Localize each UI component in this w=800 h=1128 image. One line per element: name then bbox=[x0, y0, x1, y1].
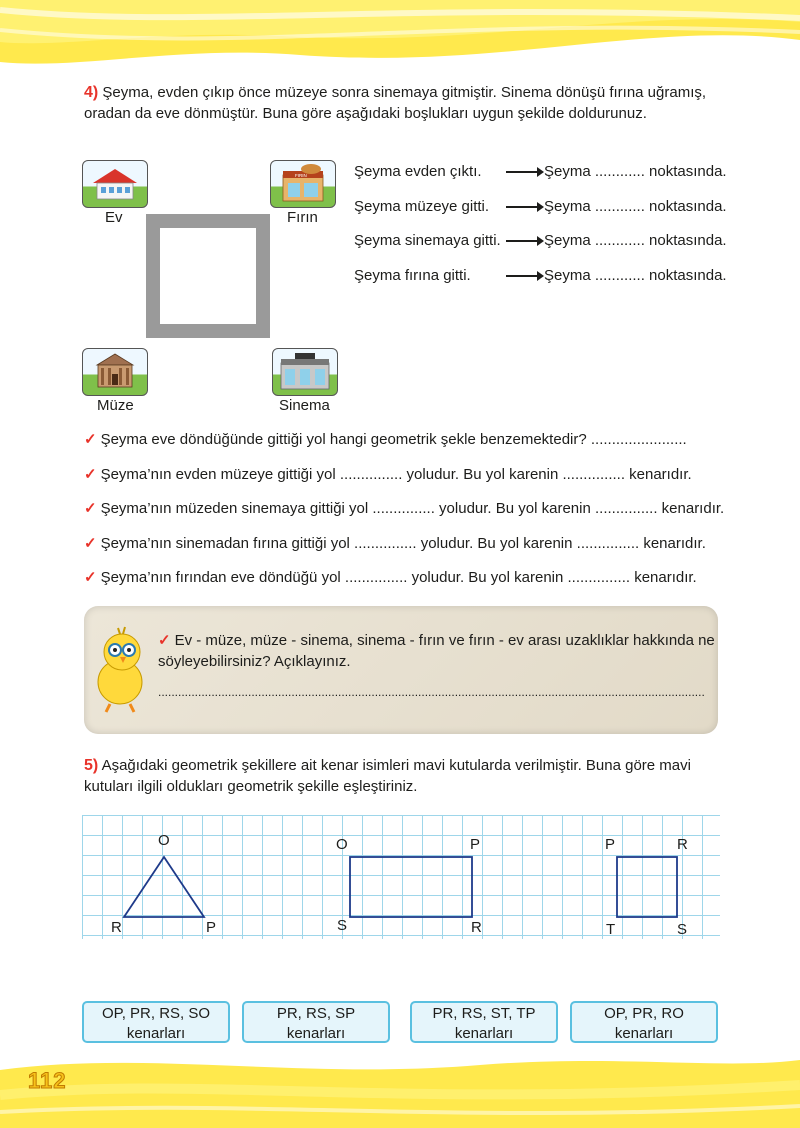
checkmark-icon: ✓ bbox=[84, 431, 97, 448]
box-caption: kenarları bbox=[454, 1025, 514, 1042]
box-caption: kenarları bbox=[614, 1025, 674, 1042]
home-label: Ev bbox=[105, 209, 123, 226]
answer-box-1[interactable] bbox=[82, 1001, 230, 1043]
bakery-sign: FIRIN bbox=[295, 173, 307, 178]
checkmark-icon: ✓ bbox=[158, 632, 171, 649]
box-edges: OP, PR, RS, SO bbox=[101, 1005, 211, 1022]
triangle-vertex-top: O bbox=[158, 832, 170, 849]
square-vertex-bl: T bbox=[606, 921, 616, 938]
statement-right: Şeyma ............ noktasında. bbox=[544, 163, 727, 180]
checkmark-icon: ✓ bbox=[84, 535, 97, 552]
rectangle-vertex-tl: O bbox=[336, 836, 348, 853]
statement-right: Şeyma ............ noktasında. bbox=[544, 232, 727, 249]
answer-box-4[interactable] bbox=[570, 1001, 718, 1043]
answer-box-2[interactable] bbox=[242, 1001, 390, 1043]
museum-label: Müze bbox=[97, 397, 134, 414]
bottom-banner bbox=[0, 1040, 800, 1128]
rectangle-vertex-br: R bbox=[471, 919, 482, 936]
statement-left: Şeyma müzeye gitti. bbox=[354, 198, 490, 215]
checkmark-icon: ✓ bbox=[84, 569, 97, 586]
statement-left: Şeyma evden çıktı. bbox=[354, 163, 482, 180]
triangle-vertex-left: R bbox=[111, 919, 122, 936]
rectangle-vertex-bl: S bbox=[337, 917, 348, 934]
box-edges: PR, RS, ST, TP bbox=[432, 1005, 536, 1022]
rectangle-shape bbox=[350, 857, 472, 917]
page-number: 112 bbox=[28, 1068, 67, 1093]
rectangle-vertex-tr: P bbox=[470, 836, 481, 853]
square-vertex-tl: P bbox=[605, 836, 616, 853]
box-edges: PR, RS, SP bbox=[276, 1005, 356, 1022]
checkmark-icon: ✓ bbox=[84, 466, 97, 483]
question-text: Şeyma’nın müzeden sinemaya gittiği yol ............... yoludur. Bu yol karenin ............... kenarıdır. bbox=[100, 500, 725, 517]
discussion-text: Ev - müze, müze - sinema, sinema - fırın ve fırın - ev arası uzaklıklar hakkında ne söyleyebilirsiniz? Açıklayınız. bbox=[158, 632, 715, 670]
square-shape bbox=[617, 857, 677, 917]
statement-left: Şeyma sinemaya gitti. bbox=[354, 232, 501, 249]
statement-right: Şeyma ............ noktasında. bbox=[544, 198, 727, 215]
box-edges: OP, PR, RO bbox=[604, 1005, 684, 1022]
statement-right: Şeyma ............ noktasında. bbox=[544, 267, 727, 284]
q5-number: 5) bbox=[84, 757, 99, 774]
question-text: Şeyma’nın evden müzeye gittiği yol ............... yoludur. Bu yol karenin ............... kenarıdır. bbox=[100, 466, 692, 483]
answer-line[interactable]: .................................................................................................................................................................... bbox=[158, 685, 705, 699]
triangle-shape bbox=[124, 857, 204, 917]
q4-number: 4) bbox=[84, 84, 99, 101]
checkmark-icon: ✓ bbox=[84, 500, 97, 517]
bakery-label: Fırın bbox=[287, 209, 318, 226]
cinema-label: Sinema bbox=[279, 397, 330, 414]
square-vertex-br: S bbox=[677, 921, 688, 938]
answer-box-3[interactable] bbox=[410, 1001, 558, 1043]
question-text: Şeyma’nın sinemadan fırına gittiği yol ............... yoludur. Bu yol karenin ............... kenarıdır. bbox=[100, 535, 706, 552]
square-vertex-tr: R bbox=[677, 836, 688, 853]
box-caption: kenarları bbox=[126, 1025, 186, 1042]
q5-text: Aşağıdaki geometrik şekillere ait kenar isimleri mavi kutularda verilmiştir. Buna göre mavi kutuları ilgili oldukları geometrik şekille eşleştiriniz. bbox=[84, 757, 691, 795]
q4-text: Şeyma, evden çıkıp önce müzeye sonra sinemaya gitmiştir. Sinema dönüşü fırına uğramış, oradan da eve dönmüştür. Buna göre aşağıdaki boşlukları uygun şekilde doldurunuz. bbox=[84, 84, 707, 122]
question-text: Şeyma’nın fırından eve döndüğü yol ............... yoludur. Bu yol karenin ............... kenarıdır. bbox=[100, 569, 697, 586]
box-caption: kenarları bbox=[286, 1025, 346, 1042]
question-text: Şeyma eve döndüğünde gittiği yol hangi geometrik şekle benzemektedir? ....................... bbox=[100, 431, 687, 448]
triangle-vertex-right: P bbox=[206, 919, 217, 936]
statement-left: Şeyma fırına gitti. bbox=[354, 267, 471, 284]
